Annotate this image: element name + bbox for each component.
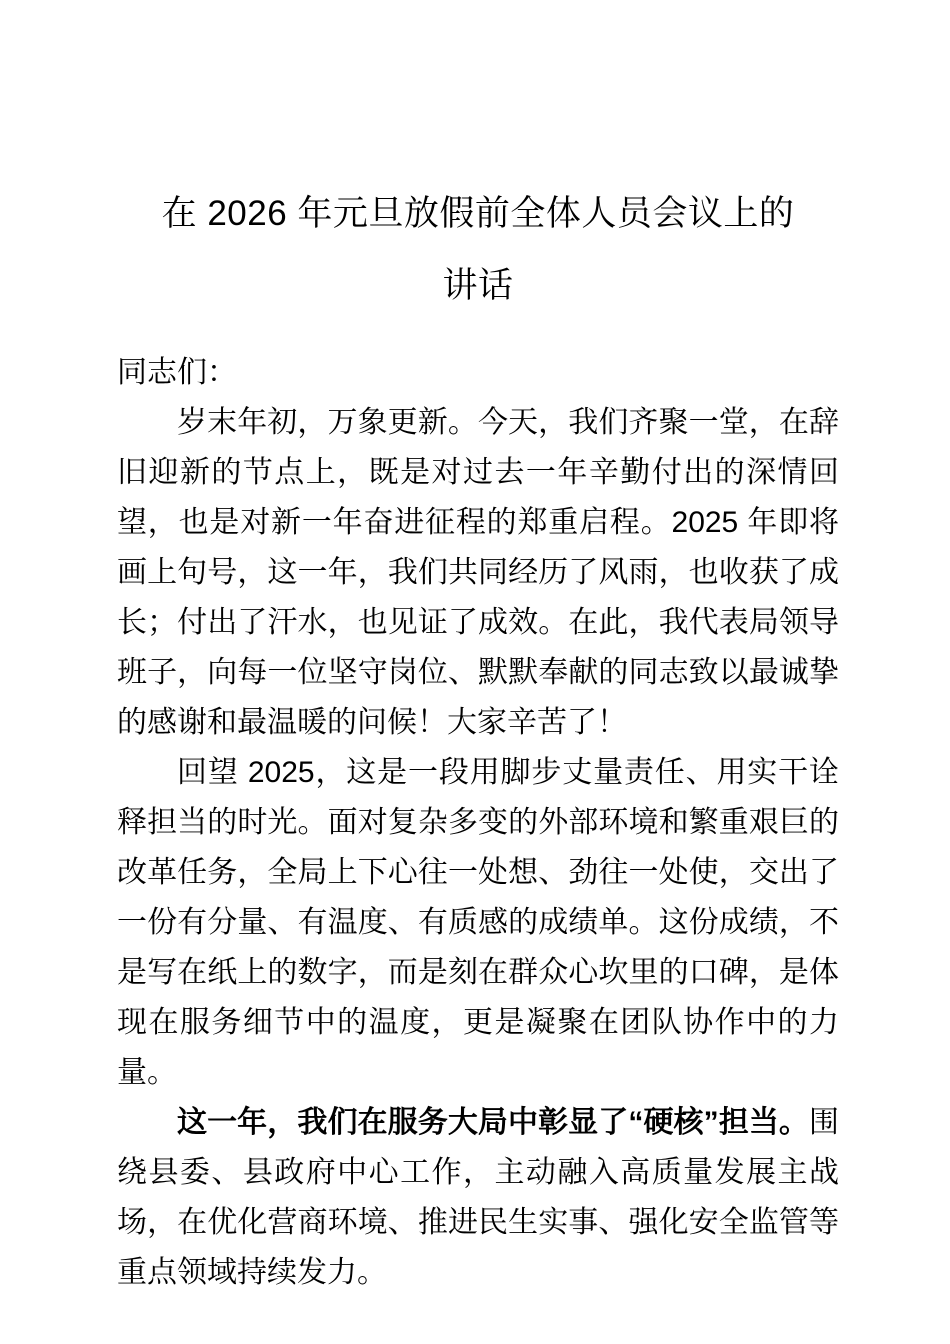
- body-paragraph-2: 回望 2025，这是一段用脚步丈量责任、用实干诠释担当的时光。面对复杂多变的外部环境和繁重艰巨的改革任务，全局上下心往一处想、劲往一处使，交出了一份有分量、有温度、有质感的成绩单。这份成绩，不是写在纸上的数字，而是刻在群众心坎里的口碑，是体现在服务细节中的温度，更是凝聚在团队协作中的力量。: [117, 756, 839, 1089]
- body-paragraph-3-text: 围绕县委、县政府中心工作，主动融入高质量发展主战场，在优化营商环境、推进民生实事、强化安全监管等重点领域持续发力。: [117, 1106, 839, 1289]
- body-paragraph-3: [117, 1098, 839, 1298]
- body-paragraph-1: 岁末年初，万象更新。今天，我们齐聚一堂，在辞旧迎新的节点上，既是对过去一年辛勤付出的深情回望，也是对新一年奋进征程的郑重启程。2025 年即将画上句号，这一年，我们共同经历了风雨，也收获了成长；付出了汗水，也见证了成效。在此，我代表局领导班子，向每一位坚守岗位、默默奉献的同志致以最诚挚的感谢和最温暖的问候！大家辛苦了！: [117, 406, 839, 739]
- page-title: [117, 0, 839, 322]
- page-title-line-2: 讲话: [442, 266, 514, 305]
- salutation: 同志们：: [117, 356, 237, 389]
- document-content: [117, 0, 839, 1298]
- page-title-line-1: 在 2026 年元旦放假前全体人员会议上的: [161, 194, 795, 233]
- body-paragraph-3-bold-lead: 这一年，我们在服务大局中彰显了“硬核”担当。: [177, 1106, 809, 1139]
